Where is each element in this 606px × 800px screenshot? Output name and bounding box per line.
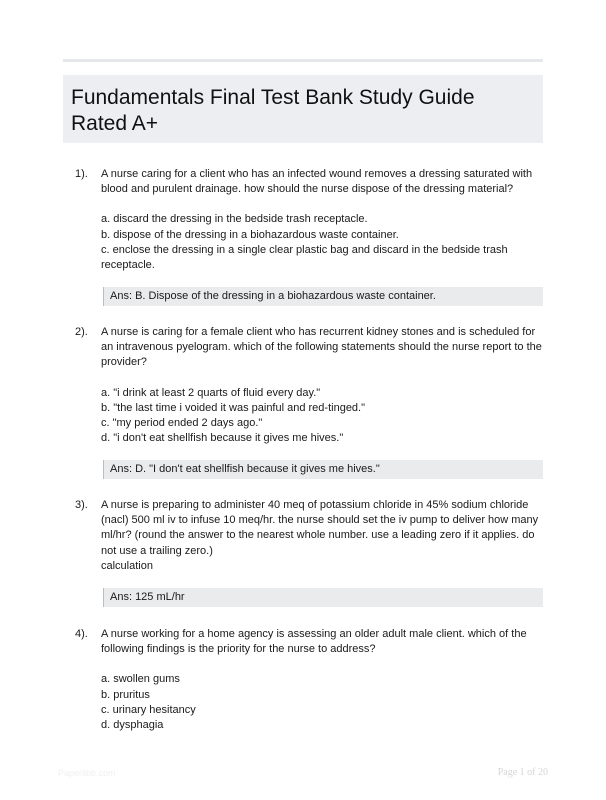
question-stem: A nurse is preparing to administer 40 meq of potassium chloride in 45% sodium chloride (nacl) 500 ml iv to infuse 10 meq/hr. the nurse should set the iv pump to deliver how many ml/hr? (round the answer to the nearest whole number. use a leading zero if it applies. do not use a trailing zero.) (101, 499, 539, 557)
question-2 (63, 325, 543, 479)
title-line-2: Rated A+ (71, 112, 158, 135)
question-body (101, 325, 543, 446)
option-b: b. pruritus (101, 688, 150, 701)
question-number: 1). (75, 168, 88, 180)
answer-box: Ans: B. Dispose of the dressing in a biohazardous waste container. (103, 287, 543, 306)
question-number: 2). (75, 326, 88, 338)
option-d: d. "i don't eat shellfish because it gives me hives." (101, 432, 344, 445)
question-4 (63, 627, 543, 733)
question-stem: A nurse caring for a client who has an infected wound removes a dressing saturated with blood and purulent drainage. how should the nurse dispose of the dressing material? (101, 168, 533, 196)
question-type: calculation (101, 559, 153, 572)
option-a: a. discard the dressing in the bedside trash receptacle. (101, 213, 368, 226)
option-list (101, 212, 543, 273)
document-title (71, 85, 535, 137)
answer-box: Ans: 125 mL/hr (103, 588, 543, 607)
option-c: c. urinary hesitancy (101, 703, 196, 716)
top-divider (63, 59, 543, 62)
question-stem: A nurse is caring for a female client who has recurrent kidney stones and is scheduled for an intravenous pyelogram. which of the following statements should the nurse report to the provider? (101, 326, 542, 369)
option-a: a. swollen gums (101, 673, 180, 686)
question-body (101, 167, 543, 273)
footer-site: Paperlibb.com (58, 768, 116, 778)
option-b: b. "the last time i voided it was painful and red-tinged." (101, 401, 366, 414)
title-banner (63, 75, 543, 143)
option-c: c. "my period ended 2 days ago." (101, 417, 263, 430)
option-d: d. dysphagia (101, 719, 164, 732)
option-a: a. "i drink at least 2 quarts of fluid every day." (101, 386, 321, 399)
option-b: b. dispose of the dressing in a biohazardous waste container. (101, 228, 399, 241)
title-line-1: Fundamentals Final Test Bank Study Guide (71, 86, 475, 109)
question-body (101, 627, 543, 733)
option-c: c. enclose the dressing in a single clear plastic bag and discard in the bedside trash receptacle. (101, 243, 508, 272)
question-3 (63, 498, 543, 607)
question-number: 3). (75, 499, 88, 511)
answer-box: Ans: D. "I don't eat shellfish because it gives me hives." (103, 460, 543, 479)
question-body (101, 498, 543, 574)
option-list (101, 386, 543, 447)
question-1 (63, 167, 543, 306)
page-number: Page 1 of 20 (497, 767, 548, 778)
option-list (101, 672, 543, 733)
question-stem: A nurse working for a home agency is assessing an older adult male client. which of the following findings is the priority for the nurse to address? (101, 628, 527, 656)
question-number: 4). (75, 628, 88, 640)
